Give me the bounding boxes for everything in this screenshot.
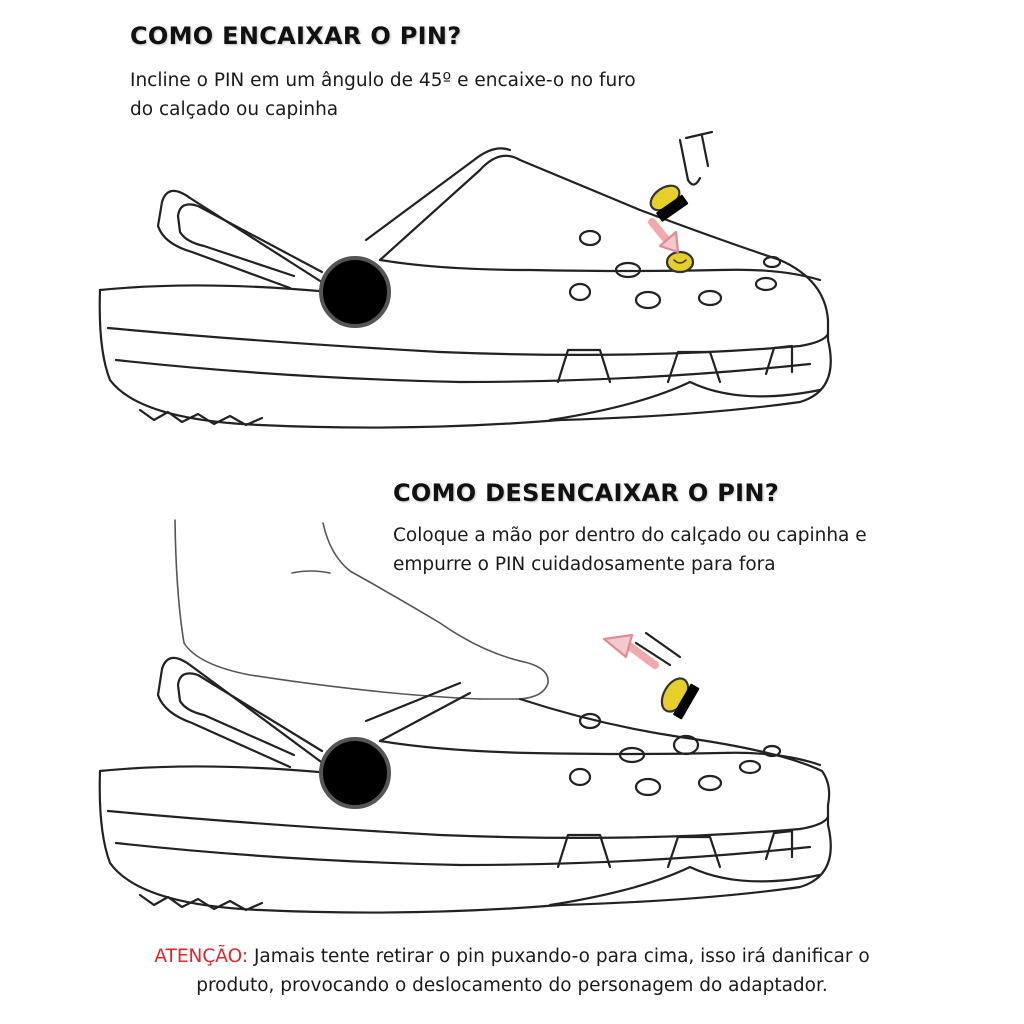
remove-pin-description-line-2: empurre o PIN cuidadosamente para fora bbox=[393, 554, 776, 575]
hand-icon bbox=[175, 520, 548, 699]
rivet-icon bbox=[321, 739, 389, 807]
clog-insert-illustration bbox=[80, 120, 850, 450]
remove-pin-description-line-1: Coloque a mão por dentro do calçado ou capinha e bbox=[393, 525, 867, 546]
pin-icon bbox=[667, 252, 693, 272]
direction-arrow-icon bbox=[652, 222, 678, 252]
warning-line-1 bbox=[112, 942, 912, 971]
warning-note bbox=[112, 942, 912, 1000]
pin-angled-icon bbox=[656, 674, 698, 719]
insert-pin-description-line-2: do calçado ou capinha bbox=[130, 99, 339, 120]
clog-remove-illustration bbox=[80, 515, 850, 935]
warning-line-2: produto, provocando o deslocamento do personagem do adaptador. bbox=[196, 975, 828, 996]
pin-outline-icon bbox=[680, 132, 712, 185]
insert-pin-description bbox=[130, 66, 636, 124]
warning-text-1: Jamais tente retirar o pin puxando-o para cima, isso irá danificar o bbox=[248, 946, 870, 967]
clog-shoe-icon bbox=[100, 658, 831, 913]
warning-label: ATENÇÃO: bbox=[154, 946, 249, 967]
remove-pin-title: COMO DESENCAIXAR O PIN? bbox=[393, 479, 779, 507]
insert-pin-title: COMO ENCAIXAR O PIN? bbox=[130, 22, 462, 50]
rivet-icon bbox=[321, 258, 389, 326]
insert-pin-description-line-1: Incline o PIN em um ângulo de 45º e encaixe-o no furo bbox=[130, 70, 636, 91]
clog-shoe-icon bbox=[100, 148, 831, 427]
